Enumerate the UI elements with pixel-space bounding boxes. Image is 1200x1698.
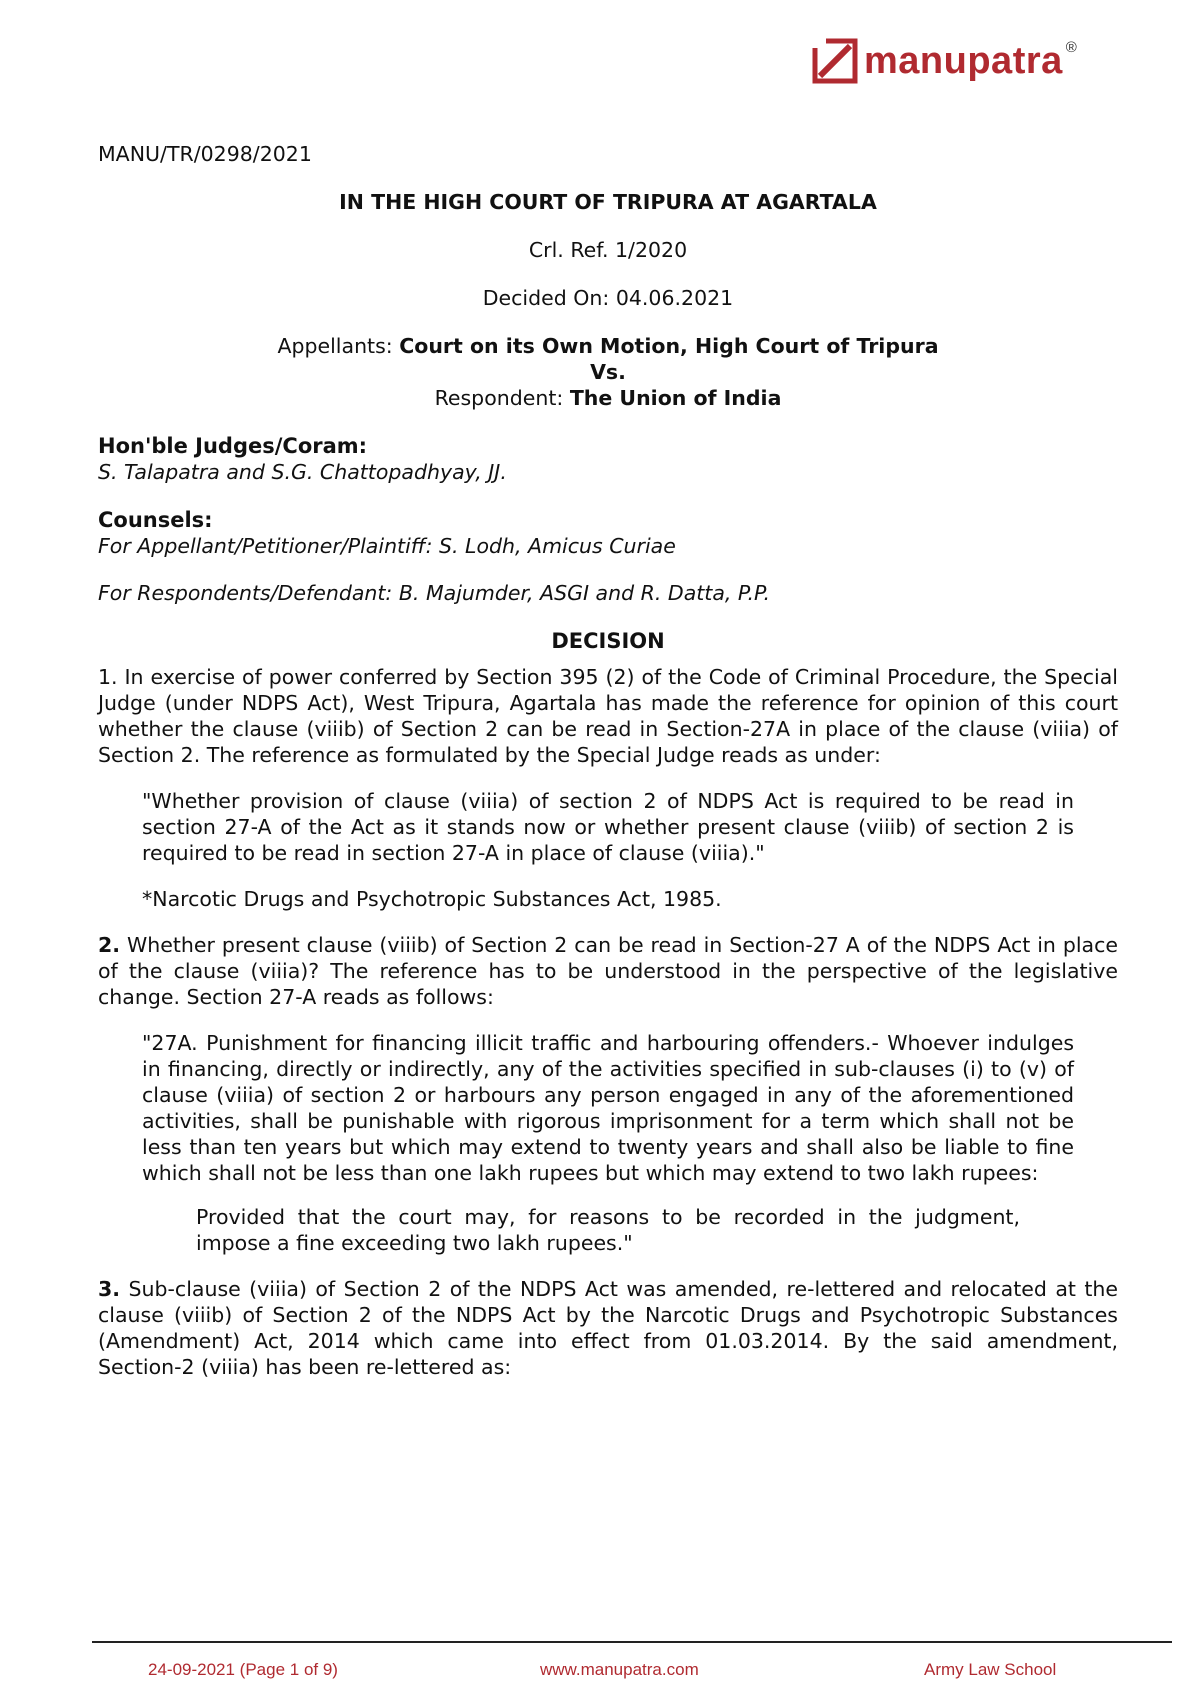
footer-divider (92, 1641, 1172, 1643)
paragraph-2 (98, 932, 1118, 1010)
respondent-label: Respondent: (434, 386, 570, 410)
judges-heading: Hon'ble Judges/Coram: (98, 434, 368, 458)
footer-date-page: 24-09-2021 (Page 1 of 9) (148, 1660, 338, 1679)
document-body (98, 141, 1118, 1380)
manupatra-logo (812, 38, 1077, 84)
footnote: *Narcotic Drugs and Psychotropic Substances Act, 1985. (142, 887, 722, 911)
manupatra-mark-icon (812, 38, 858, 84)
paragraph-2-text: Whether present clause (viiib) of Section 2 can be read in Section-27 A of the NDPS Act in place of the clause (viiia)? The reference has to be understood in the perspective of the legislative change. Section 27-A reads as follows: (98, 933, 1118, 1009)
paragraph-1: 1. In exercise of power conferred by Section 395 (2) of the Code of Criminal Procedure, the Special Judge (under NDPS Act), West Tripura, Agartala has made the reference for opinion of this court whether the clause (viiib) of Section 2 can be read in Section-27A in place of the clause (viiia) of Section 2. The reference as formulated by the Special Judge reads as under: (98, 665, 1118, 767)
case-number: Crl. Ref. 1/2020 (528, 238, 688, 262)
court-title: IN THE HIGH COURT OF TRIPURA AT AGARTALA (339, 190, 877, 214)
appellants-line (98, 333, 1118, 359)
paragraph-2-number: 2. (98, 933, 121, 957)
respondent-line (98, 385, 1118, 411)
counsel-respondent: For Respondents/Defendant: B. Majumder, ASGI and R. Datta, P.P. (98, 581, 771, 605)
paragraph-3-text: Sub-clause (viiia) of Section 2 of the NDPS Act was amended, re-lettered and relocated at the clause (viiib) of Section 2 of the NDPS Act by the Narcotic Drugs and Psychotropic Substances (Amendment) Act, 2014 which came into effect from 01.03.2014. By the said amendment, Section-2 (viiia) has been re-lettered as: (98, 1277, 1118, 1379)
section-27a-quote: "27A. Punishment for financing illicit traffic and harbouring offenders.- Whoever indulges in financing, directly or indirectly, any of the activities specified in sub-clauses (i) to (v) of clause (viiia) of section 2 or harbours any person engaged in any of the aforementioned activities, shall be punishable with rigorous imprisonment for a term which shall not be less than ten years but which may extend to twenty years and shall also be liable to fine which shall not be less than one lakh rupees but which may extend to two lakh rupees: (142, 1031, 1074, 1185)
footer-licensee: Army Law School (924, 1660, 1057, 1679)
decided-on: Decided On: 04.06.2021 (482, 286, 734, 310)
appellants-label: Appellants: (277, 334, 400, 358)
reference-quote: "Whether provision of clause (viiia) of section 2 of NDPS Act is required to be read in section 27-A of the Act as it stands now or whether present clause (viiib) of section 2 is required to be read in section 27-A in place of clause (viiia)." (142, 789, 1074, 865)
counsels-heading: Counsels: (98, 508, 213, 532)
respondent-value: The Union of India (569, 386, 782, 410)
proviso-quote: Provided that the court may, for reasons to be recorded in the judgment, impose a fine exceeding two lakh rupees." (196, 1205, 1020, 1255)
registered-mark: ® (1065, 38, 1077, 56)
appellants-value: Court on its Own Motion, High Court of Tripura (399, 334, 939, 358)
paragraph-3 (98, 1276, 1118, 1380)
judges-names: S. Talapatra and S.G. Chattopadhyay, JJ. (98, 460, 507, 484)
versus: Vs. (590, 360, 626, 384)
paragraph-3-number: 3. (98, 1277, 121, 1301)
brand-name: manupatra (864, 39, 1063, 82)
counsel-appellant: For Appellant/Petitioner/Plaintiff: S. Lodh, Amicus Curiae (98, 534, 676, 558)
footer-site-link[interactable]: www.manupatra.com (540, 1660, 699, 1679)
citation: MANU/TR/0298/2021 (98, 142, 312, 166)
decision-heading: DECISION (551, 629, 665, 653)
